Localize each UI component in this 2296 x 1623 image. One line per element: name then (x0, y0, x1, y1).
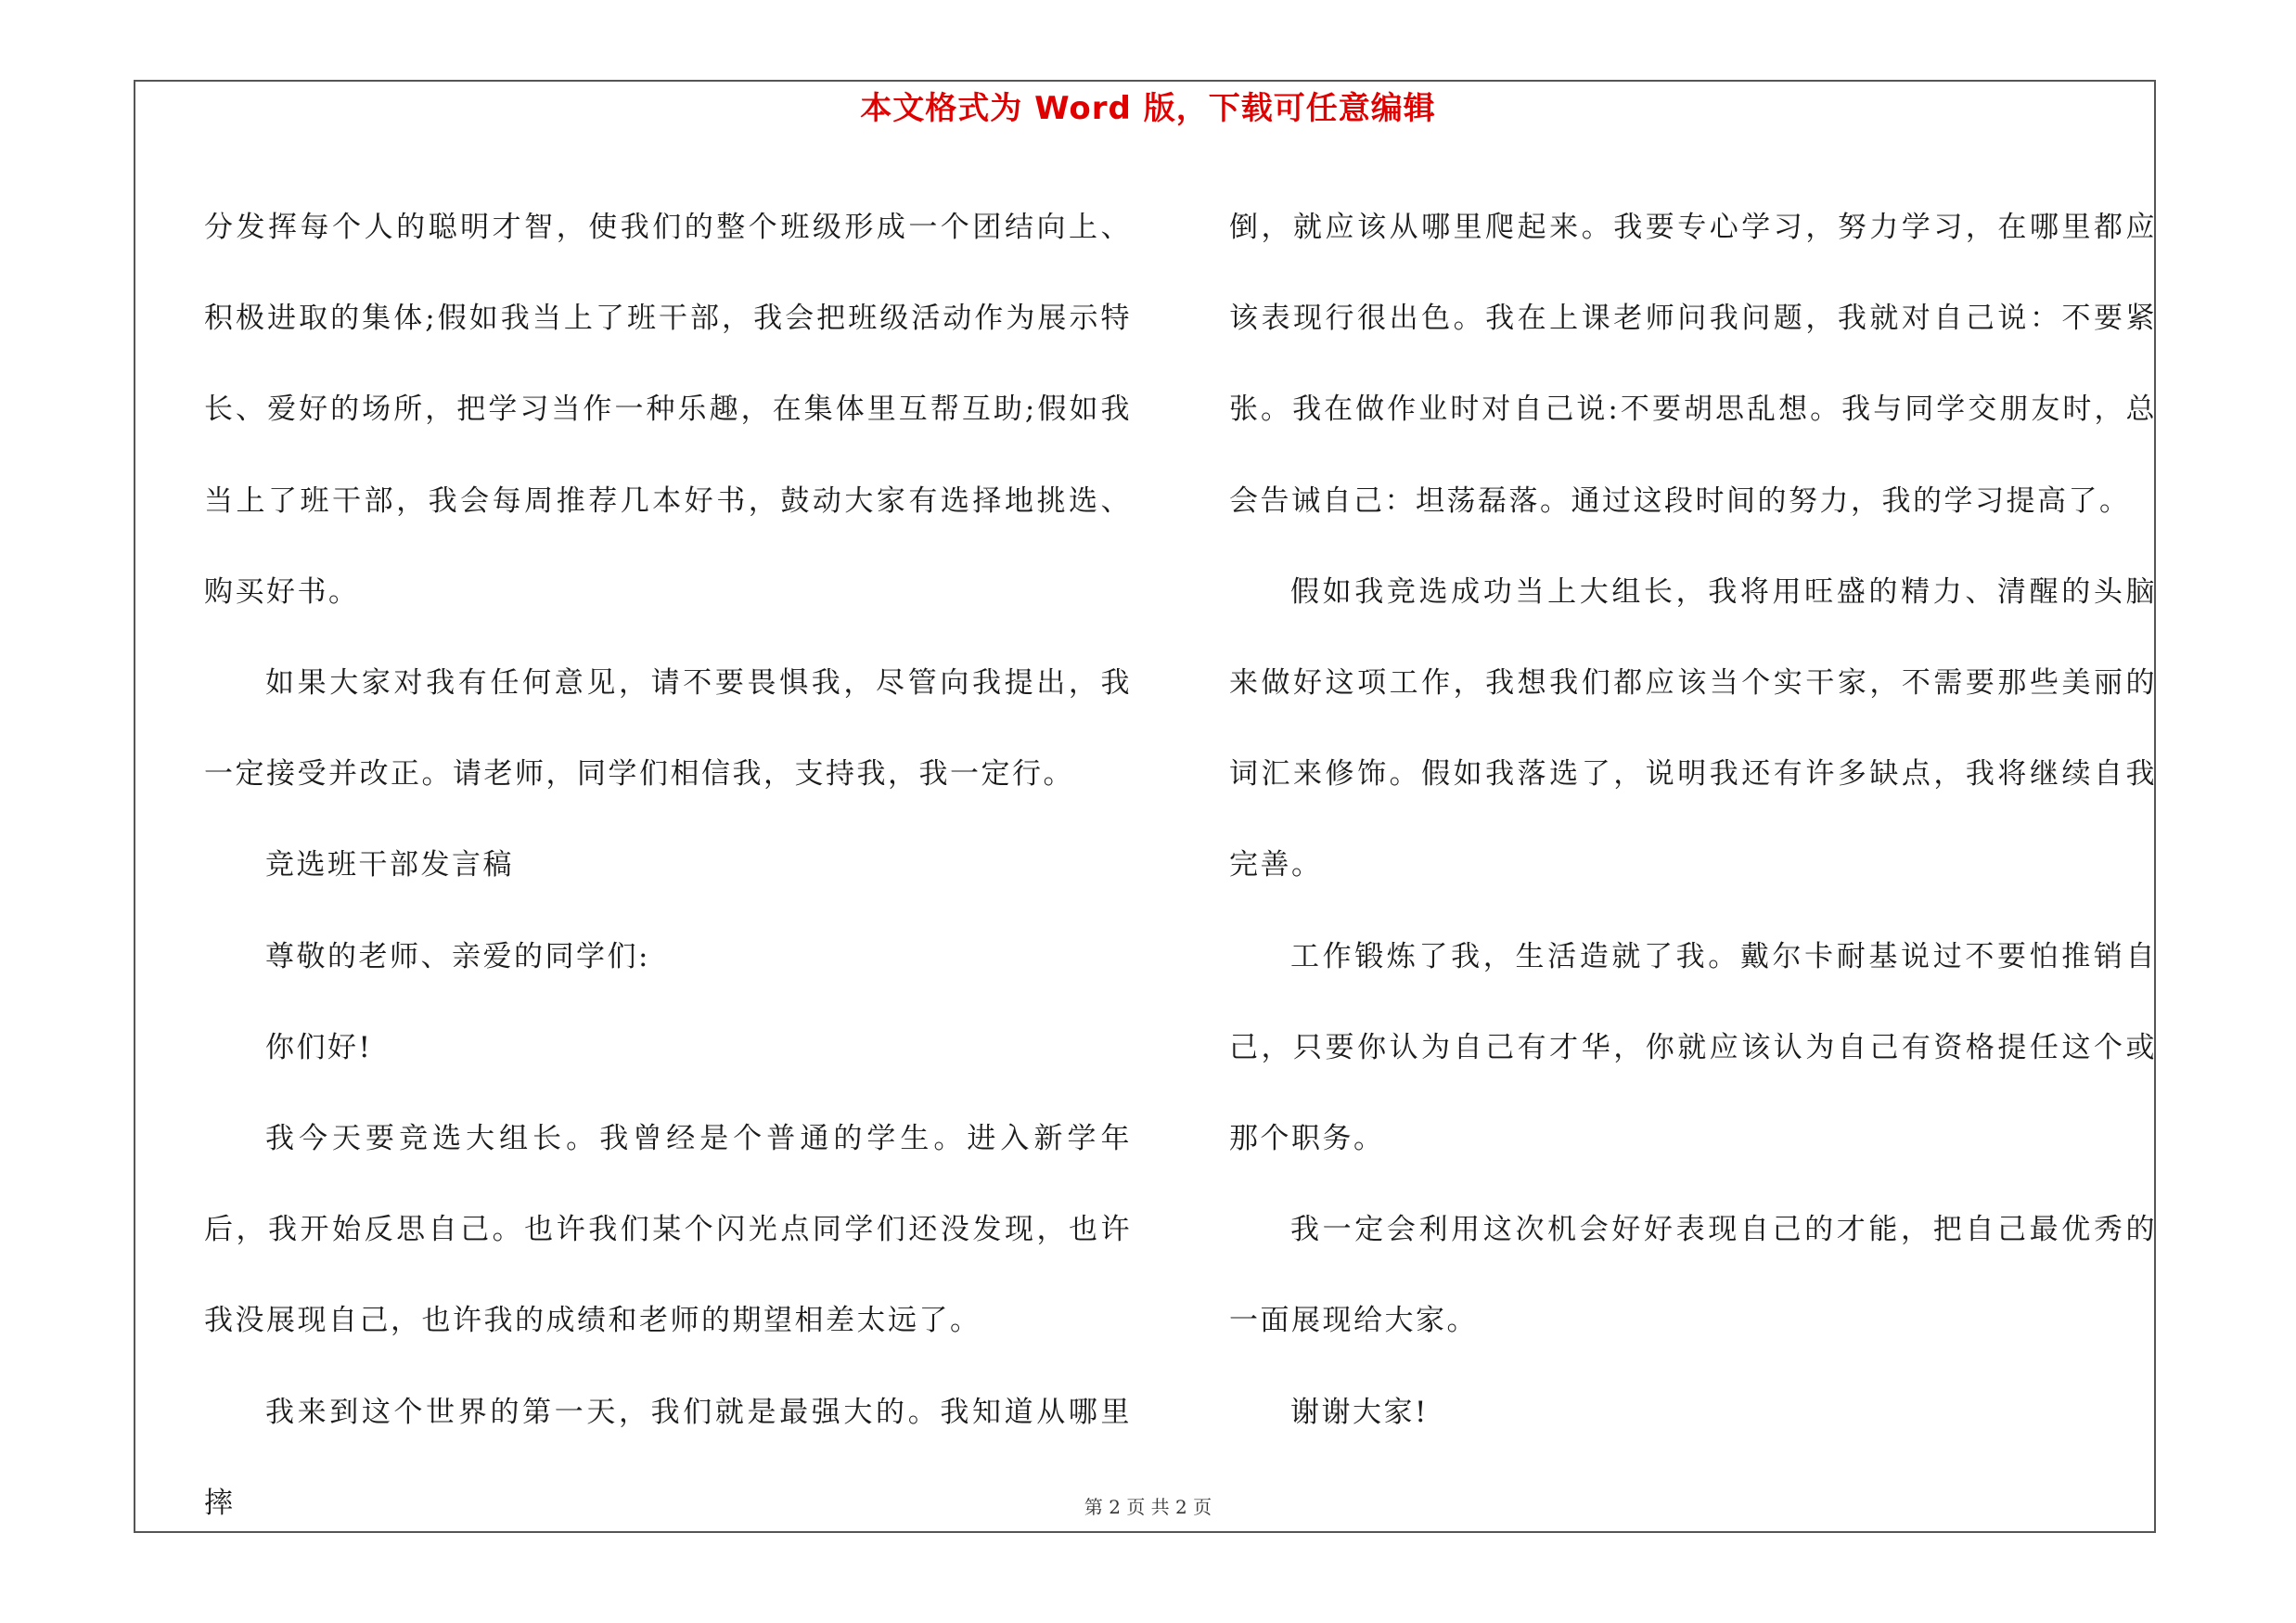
paragraph: 如果大家对我有任何意见，请不要畏惧我，尽管向我提出，我一定接受并改正。请老师，同学们相信我，支持我，我一定行。 (204, 666, 1132, 792)
paragraph: 我来到这个世界的第一天，我们就是最强大的。我知道从哪里摔 (204, 1395, 1132, 1520)
paragraph: 工作锻炼了我，生活造就了我。戴尔卡耐基说过不要怕推销自己，只要你认为自己有才华，你就应该认为自己有资格提任这个或那个职务。 (1229, 939, 2157, 1156)
paragraph: 分发挥每个人的聪明才智，使我们的整个班级形成一个团结向上、积极进取的集体;假如我当上了班干部，我会把班级活动作为展示特长、爱好的场所，把学习当作一种乐趣，在集体里互帮互助;假如我当上了班干部，我会每周推荐几本好书，鼓动大家有选择地挑选、购买好书。 (204, 211, 1132, 609)
format-banner: 本文格式为 Word 版，下载可任意编辑 (860, 90, 1436, 127)
section-title: 竞选班干部发言稿 (265, 848, 514, 882)
paragraph: 假如我竞选成功当上大组长，我将用旺盛的精力、清醒的头脑来做好这项工作，我想我们都应该当个实干家，不需要那些美丽的词汇来修饰。假如我落选了，说明我还有许多缺点，我将继续自我完善。 (1229, 574, 2157, 882)
paragraph: 倒，就应该从哪里爬起来。我要专心学习，努力学习，在哪里都应该表现行很出色。我在上课老师问我问题，我就对自己说：不要紧张。我在做作业时对自己说:不要胡思乱想。我与同学交朋友时，总会告诫自己：坦荡磊落。通过这段时间的努力，我的学习提高了。 (1229, 211, 2157, 518)
left-text-column (204, 182, 1132, 1549)
salutation: 尊敬的老师、亲爱的同学们: (265, 939, 650, 973)
page-number: 第 2 页 共 2 页 (1084, 1496, 1212, 1518)
paragraph: 我一定会利用这次机会好好表现自己的才能，把自己最优秀的一面展现给大家。 (1229, 1213, 2157, 1338)
greeting: 你们好! (265, 1030, 373, 1064)
paragraph: 我今天要竞选大组长。我曾经是个普通的学生。进入新学年后，我开始反思自己。也许我们某个闪光点同学们还没发现，也许我没展现自己，也许我的成绩和老师的期望相差太远了。 (204, 1122, 1132, 1338)
right-text-column (1229, 182, 2157, 1458)
closing: 谢谢大家! (1290, 1395, 1429, 1429)
